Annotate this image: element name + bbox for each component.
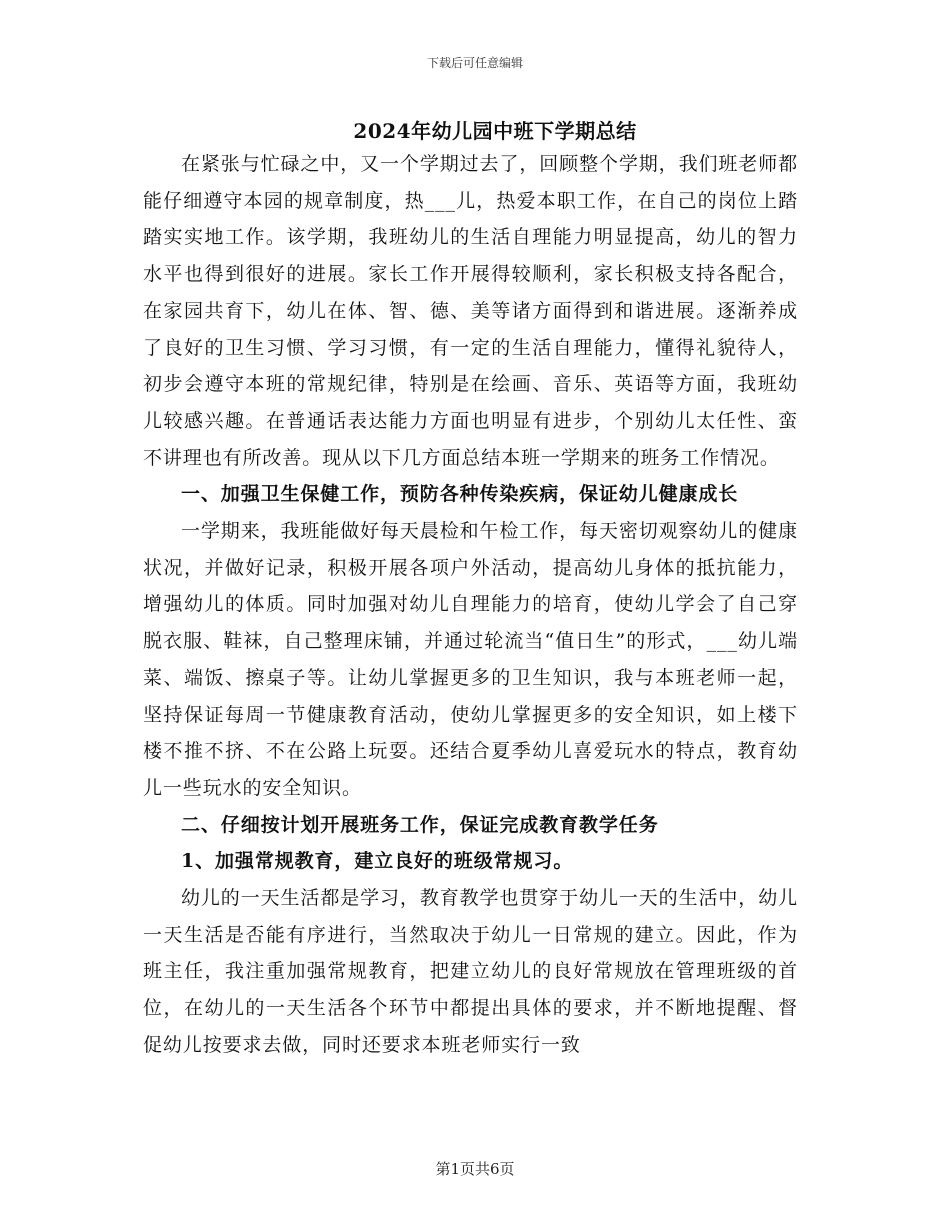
- subsection-heading-routine: 1、加强常规教育，建立良好的班级常规习。: [181, 850, 574, 873]
- document-title: 2024年幼儿园中班下学期总结: [353, 119, 637, 143]
- header-note: 下载后可任意编辑: [426, 56, 523, 70]
- section-heading-health: 一、加强卫生保健工作，预防各种传染疾病，保证幼儿健康成长: [181, 483, 739, 506]
- page-indicator: 第1页共6页: [435, 1160, 515, 1178]
- section-heading-class-work: 二、仔细按计划开展班务工作，保证完成教育教学任务: [181, 813, 659, 836]
- health-paragraph: 一学期来，我班能做好每天晨检和午检工作，每天密切观察幼儿的健康状况，并做好记录，积极开展各项户外活动，提高幼儿身体的抵抗能力，增强幼儿的体质。同时加强对幼儿自理能力的培育，使幼儿学会了自己穿脱衣服、鞋袜，自己整理床铺，并通过轮流当“值日生”的形式，___幼儿端菜、端饭、擦桌子等。让幼儿掌握更多的卫生知识，我与本班老师一起，坚持保证每周一节健康教育活动，使幼儿掌握更多的安全知识，如上楼下楼不推不挤、不在公路上玩耍。还结合夏季幼儿喜爱玩水的特点，教育幼儿一些玩水的安全知识。: [143, 520, 798, 799]
- intro-paragraph: 在紧张与忙碌之中，又一个学期过去了，回顾整个学期，我们班老师都能仔细遵守本园的规章制度，热___儿，热爱本职工作，在自己的岗位上踏踏实实地工作。该学期，我班幼儿的生活自理能力明显提高，幼儿的智力水平也得到很好的进展。家长工作开展得较顺利，家长积极支持各配合，在家园共育下，幼儿在体、智、德、美等诸方面得到和谐进展。逐渐养成了良好的卫生习惯、学习习惯，有一定的生活自理能力，懂得礼貌待人，初步会遵守本班的常规纪律，特别是在绘画、音乐、英语等方面，我班幼儿较感兴趣。在普通话表达能力方面也明显有进步，个别幼儿太任性、蛮不讲理也有所改善。现从以下几方面总结本班一学期来的班务工作情况。: [143, 153, 798, 469]
- routine-paragraph: 幼儿的一天生活都是学习，教育教学也贯穿于幼儿一天的生活中，幼儿一天生活是否能有序进行，当然取决于幼儿一日常规的建立。因此，作为班主任，我注重加强常规教育，把建立幼儿的良好常规放在管理班级的首位，在幼儿的一天生活各个环节中都提出具体的要求，并不断地提醒、督促幼儿按要求去做，同时还要求本班老师实行一致: [143, 887, 798, 1056]
- document-body: [143, 146, 798, 1064]
